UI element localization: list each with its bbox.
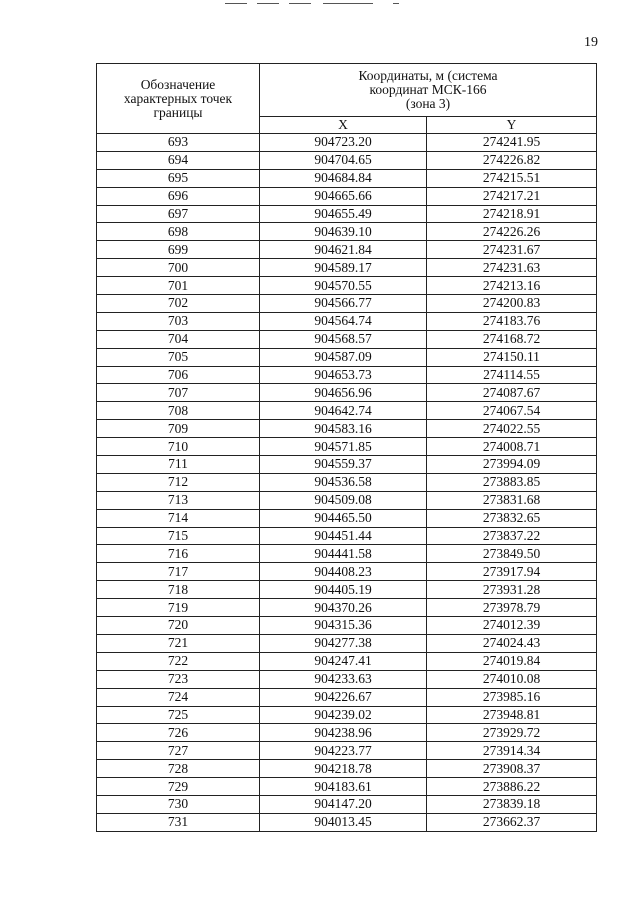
y-coordinate-cell: 274231.67 (427, 241, 597, 259)
point-id-cell: 722 (97, 652, 260, 670)
header-x: X (260, 117, 427, 134)
y-coordinate-cell: 273948.81 (427, 706, 597, 724)
x-coordinate-cell: 904315.36 (260, 617, 427, 635)
y-coordinate-cell: 273883.85 (427, 473, 597, 491)
point-id-cell: 729 (97, 778, 260, 796)
table-row (97, 366, 597, 384)
y-coordinate-cell: 274067.54 (427, 402, 597, 420)
table-row (97, 795, 597, 813)
x-coordinate-cell: 904684.84 (260, 169, 427, 187)
x-coordinate-cell: 904653.73 (260, 366, 427, 384)
scan-header-marks (225, 3, 405, 5)
table-row (97, 420, 597, 438)
header-coordinates (260, 64, 597, 117)
table-row (97, 205, 597, 223)
x-coordinate-cell: 904589.17 (260, 259, 427, 277)
x-coordinate-cell: 904655.49 (260, 205, 427, 223)
point-id-cell: 702 (97, 295, 260, 313)
x-coordinate-cell: 904583.16 (260, 420, 427, 438)
point-id-cell: 697 (97, 205, 260, 223)
point-id-cell: 710 (97, 438, 260, 456)
table-row (97, 813, 597, 831)
point-id-cell: 721 (97, 634, 260, 652)
header-coordinates-text: Координаты, м (система координат МСК-166 (зона 3) (358, 68, 498, 111)
x-coordinate-cell: 904465.50 (260, 509, 427, 527)
y-coordinate-cell: 274012.39 (427, 617, 597, 635)
table-row (97, 724, 597, 742)
table-row (97, 169, 597, 187)
table-row (97, 384, 597, 402)
point-id-cell: 704 (97, 330, 260, 348)
table-row (97, 348, 597, 366)
y-coordinate-cell: 274213.16 (427, 277, 597, 295)
point-id-cell: 728 (97, 760, 260, 778)
point-id-cell: 724 (97, 688, 260, 706)
point-id-cell: 730 (97, 795, 260, 813)
x-coordinate-cell: 904147.20 (260, 795, 427, 813)
x-coordinate-cell: 904405.19 (260, 581, 427, 599)
y-coordinate-cell: 273849.50 (427, 545, 597, 563)
table-row (97, 330, 597, 348)
point-id-cell: 709 (97, 420, 260, 438)
x-coordinate-cell: 904226.67 (260, 688, 427, 706)
table-row (97, 151, 597, 169)
table-row (97, 259, 597, 277)
x-coordinate-cell: 904183.61 (260, 778, 427, 796)
table-row (97, 295, 597, 313)
y-coordinate-cell: 274114.55 (427, 366, 597, 384)
y-coordinate-cell: 274183.76 (427, 312, 597, 330)
point-id-cell: 726 (97, 724, 260, 742)
y-coordinate-cell: 273839.18 (427, 795, 597, 813)
x-coordinate-cell: 904218.78 (260, 760, 427, 778)
table-row (97, 670, 597, 688)
table-body (97, 134, 597, 832)
point-id-cell: 719 (97, 599, 260, 617)
point-id-cell: 720 (97, 617, 260, 635)
x-coordinate-cell: 904568.57 (260, 330, 427, 348)
x-coordinate-cell: 904570.55 (260, 277, 427, 295)
point-id-cell: 715 (97, 527, 260, 545)
x-coordinate-cell: 904238.96 (260, 724, 427, 742)
y-coordinate-cell: 274200.83 (427, 295, 597, 313)
point-id-cell: 693 (97, 134, 260, 152)
x-coordinate-cell: 904370.26 (260, 599, 427, 617)
point-id-cell: 723 (97, 670, 260, 688)
x-coordinate-cell: 904239.02 (260, 706, 427, 724)
table-row (97, 688, 597, 706)
point-id-cell: 706 (97, 366, 260, 384)
y-coordinate-cell: 273837.22 (427, 527, 597, 545)
page-number: 19 (584, 35, 598, 50)
table-row (97, 527, 597, 545)
y-coordinate-cell: 274087.67 (427, 384, 597, 402)
y-coordinate-cell: 274218.91 (427, 205, 597, 223)
table-row (97, 581, 597, 599)
x-coordinate-cell: 904441.58 (260, 545, 427, 563)
x-coordinate-cell: 904277.38 (260, 634, 427, 652)
table-row (97, 599, 597, 617)
x-coordinate-cell: 904566.77 (260, 295, 427, 313)
x-coordinate-cell: 904587.09 (260, 348, 427, 366)
table-row (97, 134, 597, 152)
point-id-cell: 705 (97, 348, 260, 366)
y-coordinate-cell: 274231.63 (427, 259, 597, 277)
point-id-cell: 725 (97, 706, 260, 724)
table-row (97, 473, 597, 491)
point-id-cell: 708 (97, 402, 260, 420)
point-id-cell: 714 (97, 509, 260, 527)
point-id-cell: 701 (97, 277, 260, 295)
table-row (97, 545, 597, 563)
y-coordinate-cell: 273886.22 (427, 778, 597, 796)
y-coordinate-cell: 273985.16 (427, 688, 597, 706)
table-row (97, 491, 597, 509)
y-coordinate-cell: 274226.26 (427, 223, 597, 241)
table-row (97, 402, 597, 420)
y-coordinate-cell: 273994.09 (427, 456, 597, 474)
x-coordinate-cell: 904233.63 (260, 670, 427, 688)
point-id-cell: 694 (97, 151, 260, 169)
x-coordinate-cell: 904639.10 (260, 223, 427, 241)
table-row (97, 223, 597, 241)
y-coordinate-cell: 273832.65 (427, 509, 597, 527)
coordinates-table (96, 63, 597, 832)
table-row (97, 509, 597, 527)
x-coordinate-cell: 904247.41 (260, 652, 427, 670)
y-coordinate-cell: 274168.72 (427, 330, 597, 348)
table-row (97, 617, 597, 635)
point-id-cell: 712 (97, 473, 260, 491)
y-coordinate-cell: 274022.55 (427, 420, 597, 438)
x-coordinate-cell: 904564.74 (260, 312, 427, 330)
x-coordinate-cell: 904704.65 (260, 151, 427, 169)
y-coordinate-cell: 274019.84 (427, 652, 597, 670)
x-coordinate-cell: 904621.84 (260, 241, 427, 259)
point-id-cell: 707 (97, 384, 260, 402)
table-row (97, 742, 597, 760)
x-coordinate-cell: 904223.77 (260, 742, 427, 760)
point-id-cell: 700 (97, 259, 260, 277)
point-id-cell: 718 (97, 581, 260, 599)
point-id-cell: 703 (97, 312, 260, 330)
x-coordinate-cell: 904536.58 (260, 473, 427, 491)
x-coordinate-cell: 904013.45 (260, 813, 427, 831)
y-coordinate-cell: 273662.37 (427, 813, 597, 831)
point-id-cell: 713 (97, 491, 260, 509)
header-y: Y (427, 117, 597, 134)
point-id-cell: 731 (97, 813, 260, 831)
y-coordinate-cell: 273978.79 (427, 599, 597, 617)
y-coordinate-cell: 273917.94 (427, 563, 597, 581)
point-id-cell: 716 (97, 545, 260, 563)
header-designation-text: Обозначение характерных точек границы (123, 76, 233, 120)
y-coordinate-cell: 274024.43 (427, 634, 597, 652)
y-coordinate-cell: 273908.37 (427, 760, 597, 778)
y-coordinate-cell: 273914.34 (427, 742, 597, 760)
y-coordinate-cell: 274215.51 (427, 169, 597, 187)
y-coordinate-cell: 273831.68 (427, 491, 597, 509)
header-designation (97, 64, 260, 134)
point-id-cell: 695 (97, 169, 260, 187)
x-coordinate-cell: 904723.20 (260, 134, 427, 152)
table-row (97, 760, 597, 778)
y-coordinate-cell: 274217.21 (427, 187, 597, 205)
table-row (97, 438, 597, 456)
point-id-cell: 698 (97, 223, 260, 241)
table-row (97, 778, 597, 796)
y-coordinate-cell: 274150.11 (427, 348, 597, 366)
y-coordinate-cell: 274241.95 (427, 134, 597, 152)
y-coordinate-cell: 274010.08 (427, 670, 597, 688)
table-row (97, 634, 597, 652)
point-id-cell: 727 (97, 742, 260, 760)
x-coordinate-cell: 904451.44 (260, 527, 427, 545)
table-row (97, 456, 597, 474)
point-id-cell: 699 (97, 241, 260, 259)
table-row (97, 241, 597, 259)
y-coordinate-cell: 273929.72 (427, 724, 597, 742)
table-row (97, 312, 597, 330)
y-coordinate-cell: 274226.82 (427, 151, 597, 169)
x-coordinate-cell: 904559.37 (260, 456, 427, 474)
table-row (97, 706, 597, 724)
x-coordinate-cell: 904665.66 (260, 187, 427, 205)
point-id-cell: 711 (97, 456, 260, 474)
table-row (97, 563, 597, 581)
point-id-cell: 696 (97, 187, 260, 205)
table-row (97, 187, 597, 205)
x-coordinate-cell: 904642.74 (260, 402, 427, 420)
x-coordinate-cell: 904408.23 (260, 563, 427, 581)
table-row (97, 277, 597, 295)
point-id-cell: 717 (97, 563, 260, 581)
x-coordinate-cell: 904509.08 (260, 491, 427, 509)
table-row (97, 652, 597, 670)
x-coordinate-cell: 904656.96 (260, 384, 427, 402)
y-coordinate-cell: 273931.28 (427, 581, 597, 599)
x-coordinate-cell: 904571.85 (260, 438, 427, 456)
y-coordinate-cell: 274008.71 (427, 438, 597, 456)
